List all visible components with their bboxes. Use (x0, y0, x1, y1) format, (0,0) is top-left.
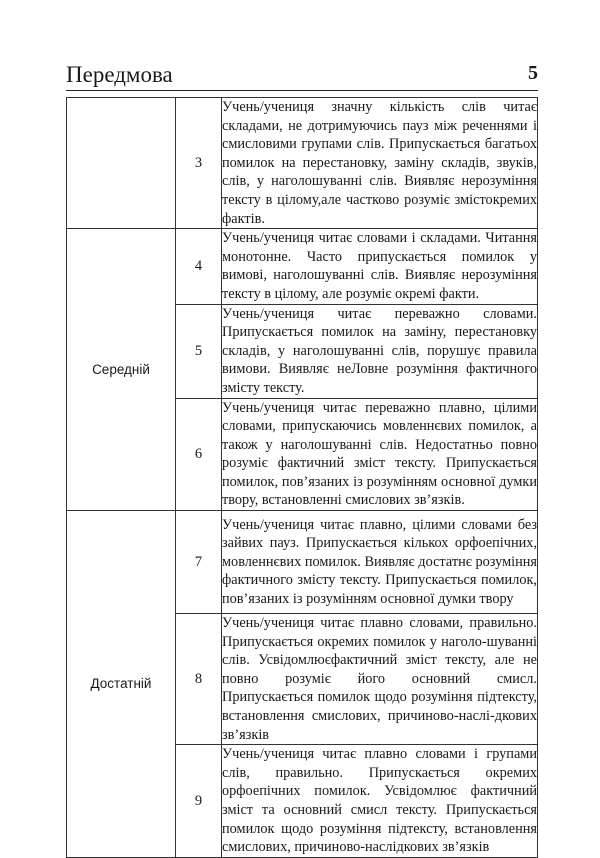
score-cell: 8 (176, 614, 222, 745)
description-cell (222, 398, 538, 511)
level-cell-middle: Середній (67, 229, 176, 511)
description-cell (222, 745, 538, 858)
description-text: Учень/учениця значну кількість слів читає складами, не дотримуючись пауз між реченнями і смисловими групами слів. Припускається багатьох помилок на перестановку, заміну складів, звуків, слів, у наголошуванні слів. Виявляє нерозуміння тексту в цілому,але частково розуміє змістокремих фактів. (222, 99, 537, 227)
score-cell: 5 (176, 304, 222, 398)
header-divider (66, 90, 538, 91)
table-row (67, 229, 538, 304)
description-text: Учень/учениця читає плавно, цілими словами без зайвих пауз. Припускається кількох орфоепічних, мовленнєвих помилок. Виявляє достатнє розуміння фактичного змісту тексту. Припускається помилок, пов’язаних із розумінням основної думки твору (222, 516, 537, 607)
score-cell: 6 (176, 398, 222, 511)
description-cell (222, 229, 538, 304)
description-text: Учень/учениця читає плавно словами, правильно. Припускається окремих помилок у наголо-шуванні слів. Усвідомлюєфактичний зміст тексту, але не повно розуміє його основний смисл. Припускається помилок щодо розуміння підтексту, встановлення смислових, причиново-наслі-дкових зв’язків (222, 615, 537, 743)
level-cell-empty (67, 98, 176, 229)
description-cell (222, 98, 538, 229)
table-row (67, 511, 538, 614)
description-text: Учень/учениця читає переважно словами. Припускається помилок на заміну, перестановку складів, у наголошуванні слів, порушує правила вимови. Виявляє неЛовне розуміння фактичного змісту тексту. (222, 305, 537, 396)
table-row (67, 98, 538, 229)
description-text: Учень/учениця читає плавно словами і групами слів, правильно. Припускається окремих орфоепічних помилок. Усвідомлює фактичний зміст та основний смисл тексту. Припускається помилок щодо розуміння підтексту, встановлення смислових, причиново-наслідкових зв’язків (222, 746, 537, 856)
section-title: Передмова (66, 62, 173, 87)
page-header (66, 58, 538, 92)
level-cell-sufficient: Достатній (67, 511, 176, 858)
score-cell: 7 (176, 511, 222, 614)
description-cell (222, 511, 538, 614)
score-cell: 3 (176, 98, 222, 229)
score-cell: 4 (176, 229, 222, 304)
description-text: Учень/учениця читає переважно плавно, цілими словами, припускаючись мовленнєвих помилок, а також у наголошуванні слів. Недостатньо повно розуміє фактичний зміст тексту. Припускається помилок, пов’язаних із розумінням основної думки твору, встановленні смислових зв’язків. (222, 399, 537, 509)
score-cell: 9 (176, 745, 222, 858)
description-text: Учень/учениця читає словами і складами. Читання монотонне. Часто припускається помилок у вимові, наголошуванні слів. Виявляє нерозуміння тексту в цілому, але розуміє окремі факти. (222, 230, 537, 302)
assessment-table (66, 97, 538, 858)
description-cell (222, 304, 538, 398)
page-number: 5 (528, 62, 538, 84)
description-cell (222, 614, 538, 745)
